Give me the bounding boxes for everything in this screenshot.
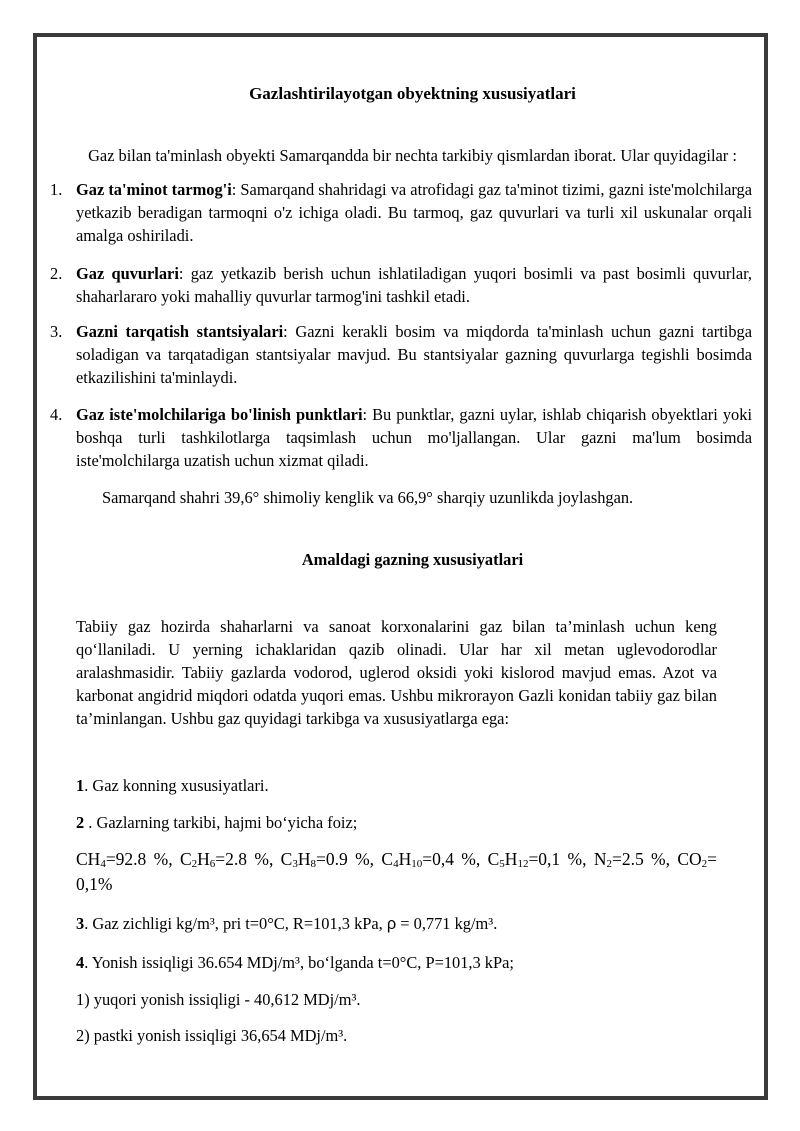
- composition-component: [76, 849, 180, 869]
- section-paragraph: Tabiiy gaz hozirda shaharlarni va sanoat korxonalarini gaz bilan ta’minlash uchun keng qo‘llaniladi. U yerning ichaklaridan qazib olinadi. Ular har xil metan uglevodorodlar aralashmasidir. Tabiiy gazlarda vodorod, uglerod oksidi yoki kislorod mavjud emas. Azot va karbonat angidrid miqdori odatda yuqori emas. Ushbu mikrorayon Gazli konidan tabiiy gaz bilan ta’minlangan. Ushbu gaz quyidagi tarkibga va xususiyatlarga ega:: [76, 617, 717, 728]
- list-item-term: Gazni tarqatish stantsiyalari: [76, 322, 284, 341]
- formula-element: N: [593, 849, 607, 869]
- formula-value: =92.8 %,: [105, 849, 180, 869]
- point-number: 3: [76, 914, 85, 933]
- list-number: 3.: [50, 322, 63, 341]
- formula-element: H: [297, 849, 311, 869]
- document-title: Gazlashtirilayotgan obyektning xususiyatlari: [249, 84, 576, 103]
- point-number: 1: [76, 776, 85, 795]
- formula-subscript: 4: [393, 858, 399, 870]
- point-text: . Gaz konning xususiyatlari.: [84, 776, 269, 795]
- formula-value: =0.9 %,: [316, 849, 382, 869]
- formula-subscript: 6: [209, 858, 216, 870]
- formula-subscript: 4: [100, 858, 106, 870]
- list-item: [76, 320, 752, 389]
- formula-element: C: [280, 849, 293, 869]
- list-item-text: : gaz yetkazib berish uchun ishlatiladigan yuqori bosimli va past bosimli quvurlar, shaharlararo yoki mahalliy quvurlar tarmog'ini tashkil etadi.: [76, 264, 753, 306]
- location-paragraph: Samarqand shahri 39,6° shimoliy kenglik va 66,9° sharqiy uzunlikda joylashgan.: [102, 488, 634, 507]
- section-title: Amaldagi gazning xususiyatlari: [301, 550, 524, 569]
- formula-element: C: [381, 849, 394, 869]
- formula-element: H: [398, 849, 412, 869]
- formula-value: = 0,1%: [76, 849, 718, 894]
- list-number: 4.: [50, 405, 63, 424]
- rho-symbol: ρ: [386, 915, 397, 933]
- formula-element: CH: [76, 849, 101, 869]
- point-4: [76, 951, 514, 974]
- intro-paragraph: Gaz bilan ta'minlash obyekti Samarqandda bir nechta tarkibiy qismlardan iborat. Ular quyidagilar :: [88, 146, 737, 165]
- formula-value: =2.5 %,: [611, 849, 671, 869]
- point-text: = 0,771 kg/m³.: [396, 914, 498, 933]
- point-text: . Yonish issiqligi 36.654 MDj/m³, bo‘lganda t=0°C, P=101,3 kPa;: [84, 953, 514, 972]
- formula-subscript: 12: [517, 858, 529, 870]
- formula-value: =2.8 %,: [215, 849, 281, 869]
- formula-element: CO: [677, 849, 702, 869]
- formula-element: C: [179, 849, 192, 869]
- gas-composition-formula: [76, 847, 717, 897]
- composition-component: [180, 849, 281, 869]
- point-1: [76, 774, 269, 797]
- formula-value: =0,1 %,: [528, 849, 594, 869]
- composition-component: [594, 849, 670, 869]
- list-number: 1.: [50, 180, 63, 199]
- list-item: [76, 178, 752, 247]
- point-3: [76, 912, 497, 936]
- point-text: . Gazlarning tarkibi, hajmi bo‘yicha foiz;: [84, 813, 358, 832]
- point-number: 2: [76, 813, 85, 832]
- sub-point-1: 1) yuqori yonish issiqligi - 40,612 MDj/m³.: [76, 990, 361, 1009]
- list-item-text: : Samarqand shahridagi va atrofidagi gaz ta'minot tizimi, gazni iste'molchilarga yetkazib beradigan tarmoqni o'z ichiga oladi. Bu tarmoq, gaz quvurlari va turli xil uskunalar orqali amalga oshiriladi.: [76, 180, 752, 245]
- list-item-term: Gaz ta'minot tarmog'i: [76, 180, 232, 199]
- formula-subscript: 5: [499, 858, 505, 870]
- composition-component: [488, 849, 594, 869]
- formula-subscript: 10: [411, 858, 423, 870]
- list-item-text: : Gazni kerakli bosim va miqdorda ta'minlash uchun gazni tartibga soladigan va tarqatadigan stantsiyalar mavjud. Bu stantsiyalar gazning quvurlarga tegishli bosimda etkazilishini ta'minlaydi.: [76, 322, 752, 387]
- formula-subscript: 2: [191, 858, 198, 870]
- composition-component: [281, 849, 382, 869]
- formula-subscript: 2: [606, 858, 612, 870]
- list-item-text: : Bu punktlar, gazni uylar, ishlab chiqarish obyektlari yoki boshqa turli tashkilotlarga taqsimlash uchun mo'ljallangan. Ular gazni ma'lum bosimda iste'molchilarga uzatish uchun xizmat qiladi.: [76, 405, 753, 470]
- list-item: [76, 403, 752, 472]
- point-2: [76, 811, 357, 834]
- formula-subscript: 2: [701, 858, 708, 870]
- formula-element: H: [197, 849, 210, 869]
- list-item: [76, 262, 752, 308]
- sub-point-2: 2) pastki yonish issiqligi 36,654 MDj/m³.: [76, 1026, 348, 1045]
- formula-element: H: [504, 849, 518, 869]
- point-text: . Gaz zichligi kg/m³, pri t=0°C, R=101,3 kPa,: [84, 914, 387, 933]
- list-number: 2.: [50, 264, 63, 283]
- composition-component: [381, 849, 487, 869]
- formula-element: C: [487, 849, 500, 869]
- list-item-term: Gaz iste'molchilariga bo'linish punktlari: [76, 405, 363, 424]
- formula-value: =0,4 %,: [422, 849, 488, 869]
- formula-subscript: 3: [292, 858, 298, 870]
- list-item-term: Gaz quvurlari: [76, 264, 179, 283]
- point-number: 4: [76, 953, 85, 972]
- formula-subscript: 8: [310, 858, 316, 870]
